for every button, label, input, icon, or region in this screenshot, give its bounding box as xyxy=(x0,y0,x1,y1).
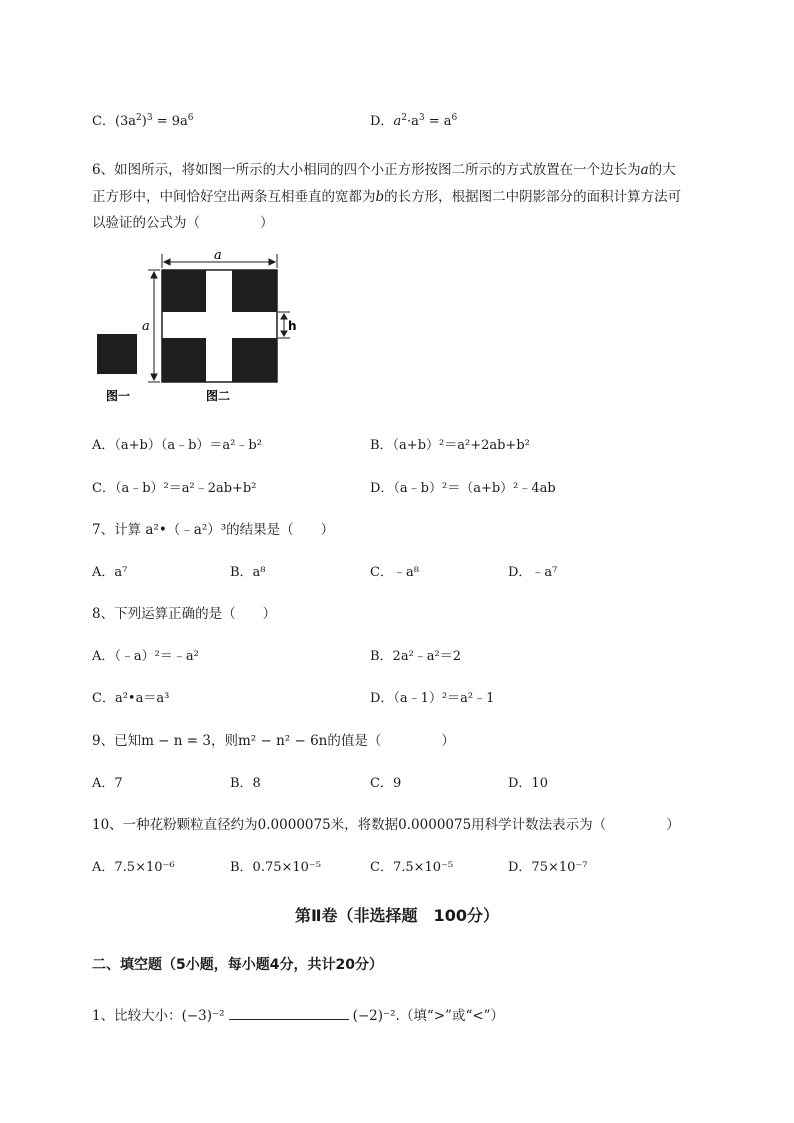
answer-blank[interactable] xyxy=(229,1007,349,1020)
q6-option-b: B．（a+b）²＝a²+2ab+b² xyxy=(370,438,530,453)
q10-option-a: A．7.5×10⁻⁶ xyxy=(92,860,175,875)
right-label: h xyxy=(288,319,297,333)
section-subtitle: 二、填空题（5小题，每小题4分，共计20分） xyxy=(92,957,383,973)
q9-option-c: C．9 xyxy=(370,776,402,791)
top-label: a xyxy=(214,248,222,263)
q10-option-c: C．7.5×10⁻⁵ xyxy=(370,860,454,875)
caption-figure-one: 图一 xyxy=(106,389,131,403)
q6-stem-line2: 正方形中，中间恰好空出两条互相垂直的宽都为b的长方形，根据图二中阴影部分的面积计算方法可 xyxy=(92,189,682,205)
q7-option-b: B．a⁸ xyxy=(230,565,266,580)
fill-question-1: 1、比较大小：(−3)⁻² (−2)⁻².（填“>”或“<”） xyxy=(92,1008,505,1024)
q8-option-d: D．（a﹣1）²＝a²﹣1 xyxy=(370,691,495,706)
q8-option-c: C．a²•a＝a³ xyxy=(92,691,170,706)
q8-option-b: B．2a²﹣a²＝2 xyxy=(370,649,462,664)
figure-one-square xyxy=(97,334,137,374)
q6-option-a: A．（a+b）（a﹣b）＝a²﹣b² xyxy=(92,438,262,453)
q5-option-c: C．$(3a^2)^3 = 9a^6$ xyxy=(92,113,194,129)
q9-option-d: D．10 xyxy=(508,776,548,791)
q10-stem: 10、一种花粉颗粒直径约为0.0000075米，将数据0.0000075用科学计数法表示为（ ） xyxy=(92,817,680,833)
q10-option-d: D．75×10⁻⁷ xyxy=(508,860,588,875)
q5-option-d: D．$a^2\cdot a^3 = a^6$ xyxy=(370,113,458,129)
q10-option-b: B．0.75×10⁻⁵ xyxy=(230,860,322,875)
q7-option-a: A．a⁷ xyxy=(92,565,128,580)
q6-stem-line3: 以验证的公式为（ ） xyxy=(92,215,274,231)
figure-two-square xyxy=(162,270,277,382)
left-label: a xyxy=(142,319,150,334)
q8-option-a: A．（﹣a）²＝﹣a² xyxy=(92,649,199,664)
q8-stem: 8、下列运算正确的是（ ） xyxy=(92,606,277,622)
q9-option-a: A．7 xyxy=(92,776,123,791)
q6-option-c: C．（a﹣b）²＝a²﹣2ab+b² xyxy=(92,481,257,496)
q7-option-d: D．﹣a⁷ xyxy=(508,565,558,580)
q6-option-d: D．（a﹣b）²＝（a+b）²﹣4ab xyxy=(370,481,556,496)
caption-figure-two: 图二 xyxy=(206,389,231,403)
q9-stem: 9、已知m − n = 3，则m² − n² − 6n的值是（ ） xyxy=(92,733,455,749)
q9-option-b: B．8 xyxy=(230,776,261,791)
left-dimension-arrow xyxy=(148,270,160,382)
q7-option-c: C．﹣a⁸ xyxy=(370,565,419,580)
q6-stem-line1: 6、如图所示，将如图一所示的大小相同的四个小正方形按图二所示的方式放置在一个边长为a的大 xyxy=(92,162,676,178)
q6-figure xyxy=(92,248,297,408)
q7-stem: 7、计算 a²•（﹣a²）³的结果是（ ） xyxy=(92,522,335,538)
section-title: 第Ⅱ卷（非选择题 100分） xyxy=(295,906,499,925)
